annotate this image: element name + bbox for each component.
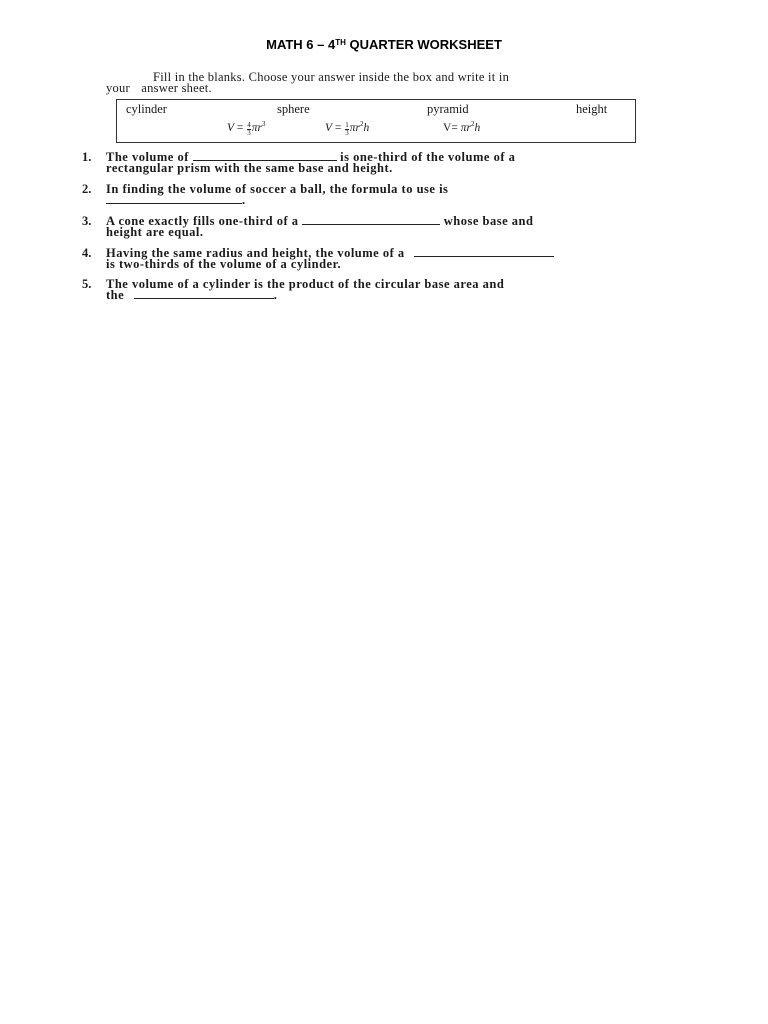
answer-blank[interactable] xyxy=(414,246,554,257)
question-2-line-2: . xyxy=(106,193,246,208)
choice-sphere: sphere xyxy=(277,102,310,116)
choice-pyramid: pyramid xyxy=(427,102,469,116)
question-2-number: 2. xyxy=(82,182,92,196)
question-5-line-1: The volume of a cylinder is the product of the circular base area and xyxy=(106,277,505,291)
question-2-line-1: In finding the volume of soccer a ball, the formula to use is xyxy=(106,182,449,196)
answer-choices-box xyxy=(116,99,636,143)
formula-cone-volume: V = $\frac{1}{3}$ $\pi r^2h$ xyxy=(325,120,370,137)
instructions-line-1: Fill in the blanks. Choose your answer inside the box and write it in xyxy=(153,70,510,84)
answer-blank[interactable] xyxy=(302,214,440,225)
answer-blank[interactable] xyxy=(106,193,242,204)
instructions-line-2: your answer sheet. xyxy=(106,81,212,95)
question-3-line-1: A cone exactly fills one-third of a whose base and xyxy=(106,214,534,228)
question-1-line-1: The volume of is one-third of the volume of a xyxy=(106,150,516,164)
question-3-line-2: height are equal. xyxy=(106,225,204,239)
formula-sphere-volume: V = $\frac{4}{3}$ $\pi r^3$ xyxy=(227,120,266,137)
question-4-number: 4. xyxy=(82,246,92,260)
question-3-number: 3. xyxy=(82,214,92,228)
choice-height: height xyxy=(576,102,608,116)
question-1-line-2: rectangular prism with the same base and height. xyxy=(106,161,393,175)
choice-cylinder: cylinder xyxy=(126,102,167,116)
question-4-line-2: is two-thirds of the volume of a cylinder. xyxy=(106,257,342,271)
answer-blank[interactable] xyxy=(193,150,337,161)
answer-blank[interactable] xyxy=(134,288,274,299)
title-superscript: TH xyxy=(335,38,346,47)
question-5-line-2: the . xyxy=(106,288,278,302)
worksheet-title: MATH 6 – 4TH QUARTER WORKSHEET xyxy=(266,37,502,52)
formula-cylinder-volume: $V= \pi r^2h$ xyxy=(443,120,481,134)
question-4-line-1: Having the same radius and height, the volume of a xyxy=(106,246,554,261)
question-1-number: 1. xyxy=(82,150,92,164)
question-5-number: 5. xyxy=(82,277,92,291)
